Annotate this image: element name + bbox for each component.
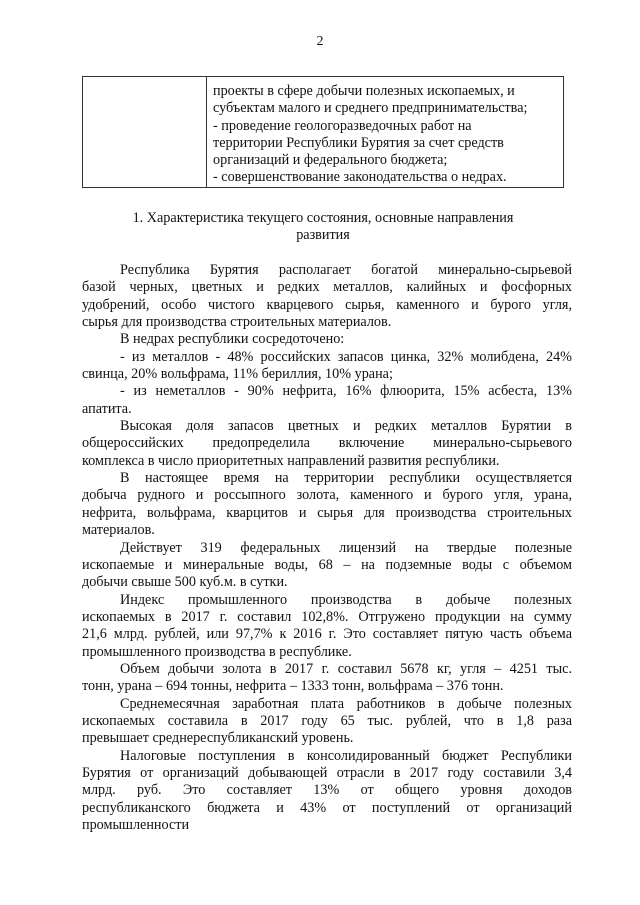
paragraph	[82, 696, 572, 748]
paragraph-line: апатита.	[82, 400, 132, 417]
paragraph-line: нефрита, вольфрама, кварцитов и сырья для производства строительных	[82, 504, 572, 521]
table-line: территории Республики Бурятия за счет средств	[213, 134, 504, 151]
paragraph	[82, 470, 572, 539]
paragraph	[82, 661, 572, 696]
heading-line: развития	[296, 227, 350, 243]
paragraph-line: ископаемых в 2017 г. составил 102,8%. Отгружено продукции на сумму	[82, 608, 572, 625]
paragraph	[82, 383, 572, 418]
table-line: организаций и федерального бюджета;	[213, 152, 448, 169]
table-line: субъектам малого и среднего предпринимательства;	[213, 100, 528, 117]
paragraph	[82, 349, 572, 384]
paragraph-line: добычи свыше 500 куб.м. в сутки.	[82, 574, 288, 591]
paragraph-line: 21,6 млрд. рублей, или 97,7% к 2016 г. Это составляет пятую часть объема	[82, 626, 572, 643]
paragraph-line: Высокая доля запасов цветных и редких металлов Бурятии в	[120, 418, 572, 435]
paragraph-line: промышленного производства в республике.	[82, 643, 352, 660]
heading-line: 1. Характеристика текущего состояния, основные направления	[132, 210, 514, 226]
page-number: 2	[316, 34, 324, 49]
section-heading	[82, 210, 564, 244]
paragraph-line: Индекс промышленного производства в добыче полезных	[120, 591, 572, 608]
paragraph-line: превышает среднереспубликанский уровень.	[82, 730, 354, 747]
paragraph-line: Налоговые поступления в консолидированный бюджет Республики	[120, 747, 572, 764]
table-line: - проведение геологоразведочных работ на	[213, 117, 472, 134]
continuation-table	[82, 76, 564, 188]
paragraph-line: млрд. руб. Это составляет 13% от общего уровня доходов	[82, 782, 572, 799]
table-line: - совершенствование законодательства о недрах.	[213, 169, 507, 186]
paragraph-line: В недрах республики сосредоточено:	[120, 331, 345, 348]
paragraph-line: комплекса в число приоритетных направлений развития республики.	[82, 452, 500, 469]
paragraph-line: добыча рудного и россыпного золота, каменного и бурого угля, урана,	[82, 487, 572, 504]
paragraph-line: Действует 319 федеральных лицензий на твердые полезные	[120, 539, 572, 556]
table-cell-empty	[83, 77, 207, 187]
paragraph	[82, 748, 572, 835]
paragraph-line: промышленности	[82, 817, 190, 833]
paragraph-line: ископаемых составила в 2017 году 65 тыс. рублей, что в 1,8 раза	[82, 712, 572, 729]
paragraph-line: Республика Бурятия располагает богатой минерально-сырьевой	[120, 262, 572, 278]
paragraph-line: базой черных, цветных и редких металлов, калийных и фосфорных	[82, 279, 572, 296]
paragraph-line: Объем добычи золота в 2017 г. составил 5678 кг, угля – 4251 тыс.	[120, 660, 572, 677]
paragraph	[82, 418, 572, 470]
paragraph	[82, 331, 572, 348]
paragraph-line: материалов.	[82, 522, 155, 539]
body-text	[82, 262, 572, 834]
paragraph	[82, 540, 572, 592]
paragraph-line: республиканского бюджета и 43% от поступлений от организаций	[82, 799, 572, 816]
paragraph	[82, 262, 572, 331]
paragraph-line: - из неметаллов - 90% нефрита, 16% флюорита, 15% асбеста, 13%	[120, 383, 572, 400]
table-line: проекты в сфере добычи полезных ископаемых, и	[213, 83, 515, 99]
paragraph-line: ископаемые и минеральные воды, 68 – на подземные воды с объемом	[82, 556, 572, 573]
paragraph-line: сырья для производства строительных материалов.	[82, 314, 392, 331]
paragraph-line: Среднемесячная заработная плата работников в добыче полезных	[120, 695, 572, 712]
paragraph-line: тонн, урана – 694 тонны, нефрита – 1333 тонн, вольфрама – 376 тонн.	[82, 678, 504, 695]
paragraph-line: свинца, 20% вольфрама, 11% бериллия, 10% урана;	[82, 366, 393, 383]
paragraph	[82, 592, 572, 661]
paragraph-line: Бурятия от организаций добывающей отрасли в 2017 году составили 3,4	[82, 764, 572, 781]
paragraph-line: удобрений, особо чистого кварцевого сырья, каменного и бурого угля,	[82, 296, 572, 313]
paragraph-line: общероссийских предопределила включение минерально-сырьевого	[82, 435, 572, 452]
paragraph-line: В настоящее время на территории республики осуществляется	[120, 470, 572, 487]
paragraph-line: - из металлов - 48% российских запасов цинка, 32% молибдена, 24%	[120, 348, 572, 365]
table-cell-text	[207, 77, 563, 187]
